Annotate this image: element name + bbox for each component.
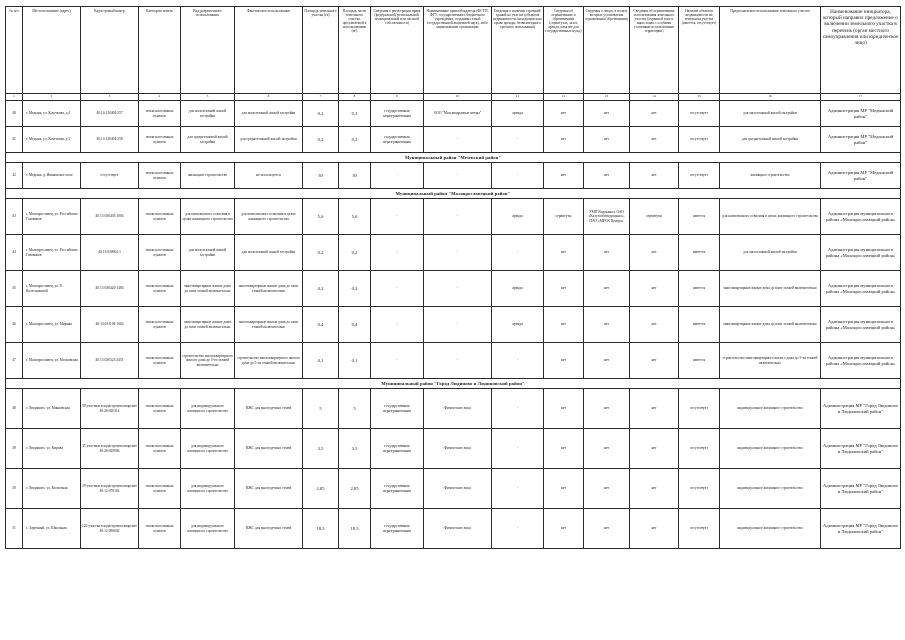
buildings-info-cell: аренда — [492, 307, 544, 343]
column-number: 2 — [23, 94, 81, 101]
column-number: 9 — [371, 94, 424, 101]
col-header: Сведения об ограничениях и обременениях (сервитутах, залог, аренда, изъятие для государственных нужд) — [544, 7, 584, 94]
encumbrances-cell: нет — [544, 389, 584, 429]
land-category-cell: земли населенных пунктов — [139, 469, 181, 509]
real-estate-presence-cell: имеется — [679, 199, 720, 235]
row-number-cell: 51 — [6, 509, 23, 549]
buildings-info-cell: аренда — [492, 101, 544, 127]
column-number: 4 — [139, 94, 181, 101]
buildings-info-cell: аренда — [492, 271, 544, 307]
col-header: Фактическое использование — [235, 7, 303, 94]
rights-holder-cell: - — [424, 343, 492, 379]
initiator-cell: Администрация муниципального района «Малоярославецкий район» — [821, 199, 901, 235]
cadastral-number-cell: 40:13:030902:1 — [81, 235, 139, 271]
document-sheet — [5, 6, 900, 634]
real-estate-presence-cell: отсутствует — [679, 127, 720, 153]
column-number: 14 — [630, 94, 679, 101]
land-category-cell: земли населенных пунктов — [139, 307, 181, 343]
rights-registration-cell: государственная неразграниченная — [371, 469, 424, 509]
area-ha-cell: 0,2 — [303, 235, 339, 271]
land-plots-table — [5, 6, 901, 549]
cadastral-number-cell: 40:14:120404:258 — [81, 127, 139, 153]
row-number-cell: 46 — [6, 307, 23, 343]
part-area-cell: 0,4 — [339, 307, 371, 343]
buildings-info-cell: - — [492, 429, 544, 469]
rights-holder-cell: - — [424, 307, 492, 343]
cadastral-number-cell: 40:13:030323:3451 — [81, 343, 139, 379]
real-estate-presence-cell: имеется — [679, 307, 720, 343]
buildings-info-cell: - — [492, 163, 544, 189]
use-restrictions-cell: сервитуты — [630, 199, 679, 235]
column-number: 11 — [492, 94, 544, 101]
table-row — [6, 163, 901, 189]
land-category-cell: земли населенных пунктов — [139, 101, 181, 127]
table-row — [6, 101, 901, 127]
encumbrance-holders-cell: нет — [584, 271, 630, 307]
cadastral-number-cell: 50 участков в кадастровом квартале 40:28:020314 — [81, 389, 139, 429]
rights-registration-cell: государственная неразграниченная — [371, 429, 424, 469]
table-row — [6, 343, 901, 379]
permitted-use-cell: для индивидуального жилищного строительства — [181, 429, 235, 469]
column-number: 5 — [181, 94, 235, 101]
column-number: 6 — [235, 94, 303, 101]
initiator-cell: Администрация МР "Город Людиново и Людиновский район" — [821, 389, 901, 429]
table-row — [6, 271, 901, 307]
table-row — [6, 307, 901, 343]
proposed-use-cell: многоквартирные жилые дома до пяти этажей включительно — [720, 271, 821, 307]
land-category-cell: земли населенных пунктов — [139, 127, 181, 153]
use-restrictions-cell: нет — [630, 235, 679, 271]
area-ha-cell: 0,2 — [303, 271, 339, 307]
real-estate-presence-cell: имеется — [679, 343, 720, 379]
use-restrictions-cell: нет — [630, 469, 679, 509]
real-estate-presence-cell: отсутствует — [679, 101, 720, 127]
row-number-cell: 48 — [6, 389, 23, 429]
column-number: 17 — [821, 94, 901, 101]
rights-holder-cell: Физические лица — [424, 429, 492, 469]
table-row — [6, 509, 901, 549]
column-number: 15 — [679, 94, 720, 101]
encumbrance-holders-cell: нет — [584, 509, 630, 549]
rights-registration-cell: - — [371, 307, 424, 343]
area-ha-cell: 0,2 — [303, 127, 339, 153]
initiator-cell: Администрация МР "Город Людиново и Людиновский район" — [821, 469, 901, 509]
permitted-use-cell: для индивидуального жилищного строительства — [181, 509, 235, 549]
real-estate-presence-cell: отсутствует — [679, 389, 720, 429]
actual-use-cell: многоквартирные жилые дома до пяти этажей включительно — [235, 307, 303, 343]
row-number-cell: 40 — [6, 101, 23, 127]
row-number-cell: 45 — [6, 271, 23, 307]
address-cell: г. Медынь, д. Ивановское поле — [23, 163, 81, 189]
permitted-use-cell: для индивидуального жилищного строительства — [181, 389, 235, 429]
encumbrances-cell: нет — [544, 469, 584, 509]
land-category-cell: земли населенных пунктов — [139, 235, 181, 271]
encumbrance-holders-cell: нет — [584, 343, 630, 379]
encumbrances-cell: сервитуты — [544, 199, 584, 235]
column-number: 13 — [584, 94, 630, 101]
cadastral-number-cell: 40:13:030420:1484 — [81, 271, 139, 307]
cadastral-number-cell: 35 участков в кадастровом квартале 40:28:020906 — [81, 429, 139, 469]
table-row — [6, 469, 901, 509]
row-number-cell: 50 — [6, 469, 23, 509]
cadastral-number-cell: отсутствует — [81, 163, 139, 189]
part-area-cell: 2,85 — [339, 469, 371, 509]
actual-use-cell: для комплексного освоения в целях жилищного строительства — [235, 199, 303, 235]
rights-holder-cell: - — [424, 163, 492, 189]
section-title: Муниципальный район "Город Людиново и Людиновский район" — [6, 379, 901, 389]
area-ha-cell: 0,1 — [303, 343, 339, 379]
part-area-cell: 0,2 — [339, 127, 371, 153]
permitted-use-cell: для индивидуального жилищного строительства — [181, 469, 235, 509]
column-number-row — [6, 94, 901, 101]
cadastral-number-cell: 19 участков в кадастровом квартале 40:12:070102 — [81, 469, 139, 509]
cadastral-number-cell: 40:14:120404:257 — [81, 101, 139, 127]
col-header: Сведения о лицах, в пользу которых установлены ограничения (обременения) — [584, 7, 630, 94]
real-estate-presence-cell: отсутствует — [679, 509, 720, 549]
proposed-use-cell: индивидуальное жилищное строительство — [720, 429, 821, 469]
part-area-cell: 0,2 — [339, 101, 371, 127]
address-cell: г. Малоярославец, ул. Московская — [23, 343, 81, 379]
area-ha-cell: 5,6 — [303, 199, 339, 235]
table-row — [6, 199, 901, 235]
initiator-cell: Администрация МР "Город Людиново и Людиновский район" — [821, 509, 901, 549]
address-cell: г. Людиново, ул. Колхозная — [23, 469, 81, 509]
col-header: Сведения об ограничениях использования земельного участка (охранной зоне и иных зонах с особыми условиями использования территории) — [630, 7, 679, 94]
actual-use-cell: не используется — [235, 163, 303, 189]
proposed-use-cell: индивидуальное жилищное строительство — [720, 469, 821, 509]
col-header: Предполагаемое использование земельного участка — [720, 7, 821, 94]
actual-use-cell: для малоэтажной жилой застройки — [235, 235, 303, 271]
rights-registration-cell: - — [371, 199, 424, 235]
real-estate-presence-cell: отсутствует — [679, 469, 720, 509]
buildings-info-cell: - — [492, 469, 544, 509]
rights-holder-cell: - — [424, 127, 492, 153]
initiator-cell: Администрация МР "Медынский район" — [821, 163, 901, 189]
buildings-info-cell: - — [492, 127, 544, 153]
address-cell: г. Малоярославец, ул. Российских Газовиков — [23, 199, 81, 235]
buildings-info-cell: - — [492, 343, 544, 379]
actual-use-cell: ИЖС для многодетных семей — [235, 509, 303, 549]
real-estate-presence-cell: имеется — [679, 235, 720, 271]
initiator-cell: Администрация МР "Город Людиново и Людиновский район" — [821, 429, 901, 469]
encumbrances-cell: нет — [544, 271, 584, 307]
rights-holder-cell: Физические лица — [424, 509, 492, 549]
rights-holder-cell: - — [424, 199, 492, 235]
use-restrictions-cell: нет — [630, 271, 679, 307]
encumbrance-holders-cell: нет — [584, 235, 630, 271]
col-header: Сведения о наличии строений/зданий на участке (объектов недвижимости, находящихся на праве аренды, безвозмездного срочного пользования) — [492, 7, 544, 94]
rights-holder-cell: - — [424, 271, 492, 307]
permitted-use-cell: для комплексного освоения в целях жилищного строительства — [181, 199, 235, 235]
rights-holder-cell: ООО "Мои квадратные метры" — [424, 101, 492, 127]
column-number: 16 — [720, 94, 821, 101]
area-ha-cell: 3,5 — [303, 429, 339, 469]
encumbrances-cell: нет — [544, 235, 584, 271]
column-number: 12 — [544, 94, 584, 101]
use-restrictions-cell: нет — [630, 343, 679, 379]
header-row — [6, 7, 901, 94]
proposed-use-cell: для комплексного освоения в целях жилищного строительства — [720, 199, 821, 235]
real-estate-presence-cell: имеется — [679, 271, 720, 307]
use-restrictions-cell: нет — [630, 389, 679, 429]
initiator-cell: Администрация муниципального района «Малоярославецкий район» — [821, 271, 901, 307]
part-area-cell: 30 — [339, 163, 371, 189]
land-category-cell: земли населенных пунктов — [139, 271, 181, 307]
part-area-cell: 0,1 — [339, 343, 371, 379]
encumbrances-cell: нет — [544, 307, 584, 343]
permitted-use-cell: жилищное строительство — [181, 163, 235, 189]
row-number-cell: 42 — [6, 163, 23, 189]
permitted-use-cell: строительство многоквартирного жилого дома до 5-ти этажей включительно — [181, 343, 235, 379]
col-header: Категория земель — [139, 7, 181, 94]
real-estate-presence-cell: отсутствует — [679, 163, 720, 189]
rights-registration-cell: государственная неразграниченная — [371, 101, 424, 127]
proposed-use-cell: индивидуальное жилищное строительство — [720, 509, 821, 549]
actual-use-cell: для среднеэтажной жилой застройки — [235, 127, 303, 153]
row-number-cell: 49 — [6, 429, 23, 469]
encumbrances-cell: нет — [544, 343, 584, 379]
encumbrances-cell: нет — [544, 127, 584, 153]
use-restrictions-cell: нет — [630, 307, 679, 343]
encumbrances-cell: нет — [544, 509, 584, 549]
rights-registration-cell: - — [371, 343, 424, 379]
proposed-use-cell: жилищное строительство — [720, 163, 821, 189]
permitted-use-cell: многоквартирные жилые дома до пяти этажей включительно — [181, 307, 235, 343]
encumbrance-holders-cell: нет — [584, 307, 630, 343]
buildings-info-cell: аренда — [492, 199, 544, 235]
address-cell: г. Малоярославец, ул. Мирная — [23, 307, 81, 343]
area-ha-cell: 5 — [303, 389, 339, 429]
table-row — [6, 235, 901, 271]
land-category-cell: земли населенных пунктов — [139, 199, 181, 235]
address-cell: г. Медынь, ул. Кочеткова, д.4 — [23, 101, 81, 127]
permitted-use-cell: для среднеэтажной жилой застройки — [181, 127, 235, 153]
real-estate-presence-cell: отсутствует — [679, 429, 720, 469]
col-header: Сведения о регистрации права (федеральной, региональной, муниципальной или частной собственности) — [371, 7, 424, 94]
encumbrance-holders-cell: нет — [584, 163, 630, 189]
cadastral-number-cell: 122 участка в кадастровом квартале 40:12:090602 — [81, 509, 139, 549]
col-header: Кадастровый номер — [81, 7, 139, 94]
encumbrance-holders-cell: нет — [584, 101, 630, 127]
rights-registration-cell: - — [371, 235, 424, 271]
column-number: 8 — [339, 94, 371, 101]
table-row — [6, 429, 901, 469]
buildings-info-cell: - — [492, 509, 544, 549]
part-area-cell: 18,3 — [339, 509, 371, 549]
col-header: Местоположение (адрес) — [23, 7, 81, 94]
rights-holder-cell: Физические лица — [424, 469, 492, 509]
address-cell: г. Медынь, ул. Кочеткова, д.5 — [23, 127, 81, 153]
rights-registration-cell: - — [371, 163, 424, 189]
proposed-use-cell: для среднеэтажной жилой застройки — [720, 127, 821, 153]
rights-holder-cell: - — [424, 235, 492, 271]
buildings-info-cell: - — [492, 235, 544, 271]
area-ha-cell: 0,4 — [303, 307, 339, 343]
address-cell: г. Людиново, ул. Кирова — [23, 429, 81, 469]
column-number: 10 — [424, 94, 492, 101]
column-number: 3 — [81, 94, 139, 101]
address-cell: г. Малоярославец, ул. О. Колесниковой — [23, 271, 81, 307]
initiator-cell: Администрация МР "Медынский район" — [821, 101, 901, 127]
area-ha-cell: 0,2 — [303, 101, 339, 127]
column-number: 7 — [303, 94, 339, 101]
row-number-cell: 47 — [6, 343, 23, 379]
column-number: 1 — [6, 94, 23, 101]
part-area-cell: 0,2 — [339, 271, 371, 307]
land-category-cell: земли населенных пунктов — [139, 429, 181, 469]
section-title-row — [6, 379, 901, 389]
part-area-cell: 3,5 — [339, 429, 371, 469]
area-ha-cell: 2,85 — [303, 469, 339, 509]
col-header: № п/п — [6, 7, 23, 94]
use-restrictions-cell: нет — [630, 127, 679, 153]
col-header: Наименование инициатора, который направил предложение о включении земельного участка в перечень (орган местного самоуправления или юридическое лицо) — [821, 7, 901, 94]
permitted-use-cell: многоквартирные жилые дома до пяти этажей включительно — [181, 271, 235, 307]
area-ha-cell: 18,3 — [303, 509, 339, 549]
section-title: Муниципальный район "Мезенский район" — [6, 153, 901, 163]
rights-registration-cell: - — [371, 271, 424, 307]
cadastral-number-cell: 40:13:031104:1604 — [81, 307, 139, 343]
proposed-use-cell: строительство многоквартирного жилого дома до 5-ти этажей включительно — [720, 343, 821, 379]
rights-registration-cell: государственная неразграниченная — [371, 389, 424, 429]
land-category-cell: земли населенных пунктов — [139, 343, 181, 379]
rights-registration-cell: государственная неразграниченная — [371, 509, 424, 549]
actual-use-cell: ИЖС для многодетных семей — [235, 429, 303, 469]
row-number-cell: 43 — [6, 199, 23, 235]
col-header: Вид разрешенного использования — [181, 7, 235, 94]
col-header: Площадь части земельного участка, предлагаемой к использованию (м²) — [339, 7, 371, 94]
row-number-cell: 41 — [6, 127, 23, 153]
address-cell: с. Заречный, ул. Школьная — [23, 509, 81, 549]
address-cell: г. Людиново, ул. Маяковская — [23, 389, 81, 429]
land-category-cell: земли населенных пунктов — [139, 389, 181, 429]
proposed-use-cell: многоквартирные жилые дома до пяти этажей включительно — [720, 307, 821, 343]
proposed-use-cell: индивидуальное жилищное строительство — [720, 389, 821, 429]
proposed-use-cell: для малоэтажной жилой застройки — [720, 101, 821, 127]
rights-holder-cell: Физические лица — [424, 389, 492, 429]
encumbrances-cell: нет — [544, 429, 584, 469]
encumbrance-holders-cell: нет — [584, 389, 630, 429]
permitted-use-cell: для малоэтажной жилой застройки — [181, 101, 235, 127]
col-header: Наименование правообладателя (ФГУП, ФГУ, государственного бюджетного учреждения, созданных такой государственной академией наук), либо наименование организации — [424, 7, 492, 94]
row-number-cell: 44 — [6, 235, 23, 271]
proposed-use-cell: для малоэтажной жилой застройки — [720, 235, 821, 271]
section-title-row — [6, 153, 901, 163]
section-title-row — [6, 189, 901, 199]
table-row — [6, 127, 901, 153]
land-category-cell: земли населенных пунктов — [139, 509, 181, 549]
land-category-cell: земли населенных пунктов — [139, 163, 181, 189]
encumbrance-holders-cell: нет — [584, 429, 630, 469]
actual-use-cell: для малоэтажной жилой застройки — [235, 101, 303, 127]
encumbrance-holders-cell: УМП Водоканал, ОАО «Калугаоблводоканал», ПАО «МРСК Центра» — [584, 199, 630, 235]
use-restrictions-cell: нет — [630, 163, 679, 189]
section-title: Муниципальный район "Малоярославецкий район" — [6, 189, 901, 199]
use-restrictions-cell: нет — [630, 429, 679, 469]
permitted-use-cell: для малоэтажной жилой застройки — [181, 235, 235, 271]
part-area-cell: 0,2 — [339, 235, 371, 271]
part-area-cell: 5 — [339, 389, 371, 429]
table-row — [6, 389, 901, 429]
rights-registration-cell: государственная неразграниченная — [371, 127, 424, 153]
col-header: Наличие объектов недвижимости на земельном участке (имеется, отсутствует) — [679, 7, 720, 94]
part-area-cell: 5,6 — [339, 199, 371, 235]
actual-use-cell: строительство многоквартирного жилого дома до 5-ти этажей включительно — [235, 343, 303, 379]
area-ha-cell: 30 — [303, 163, 339, 189]
buildings-info-cell: - — [492, 389, 544, 429]
actual-use-cell: ИЖС для многодетных семей — [235, 389, 303, 429]
use-restrictions-cell: нет — [630, 509, 679, 549]
address-cell: г. Малоярославец, ул. Российских Газовиков — [23, 235, 81, 271]
initiator-cell: Администрация МР "Медынский район" — [821, 127, 901, 153]
actual-use-cell: многоквартирные жилые дома до пяти этажей включительно — [235, 271, 303, 307]
encumbrance-holders-cell: нет — [584, 127, 630, 153]
actual-use-cell: ИЖС для многодетных семей — [235, 469, 303, 509]
use-restrictions-cell: нет — [630, 101, 679, 127]
initiator-cell: Администрация муниципального района «Малоярославецкий район» — [821, 307, 901, 343]
col-header: Площадь земельного участка (га) — [303, 7, 339, 94]
cadastral-number-cell: 40:13:030405:1004 — [81, 199, 139, 235]
encumbrances-cell: нет — [544, 163, 584, 189]
initiator-cell: Администрация муниципального района «Малоярославецкий район» — [821, 235, 901, 271]
initiator-cell: Администрация муниципального района «Малоярославецкий район» — [821, 343, 901, 379]
encumbrance-holders-cell: нет — [584, 469, 630, 509]
encumbrances-cell: нет — [544, 101, 584, 127]
